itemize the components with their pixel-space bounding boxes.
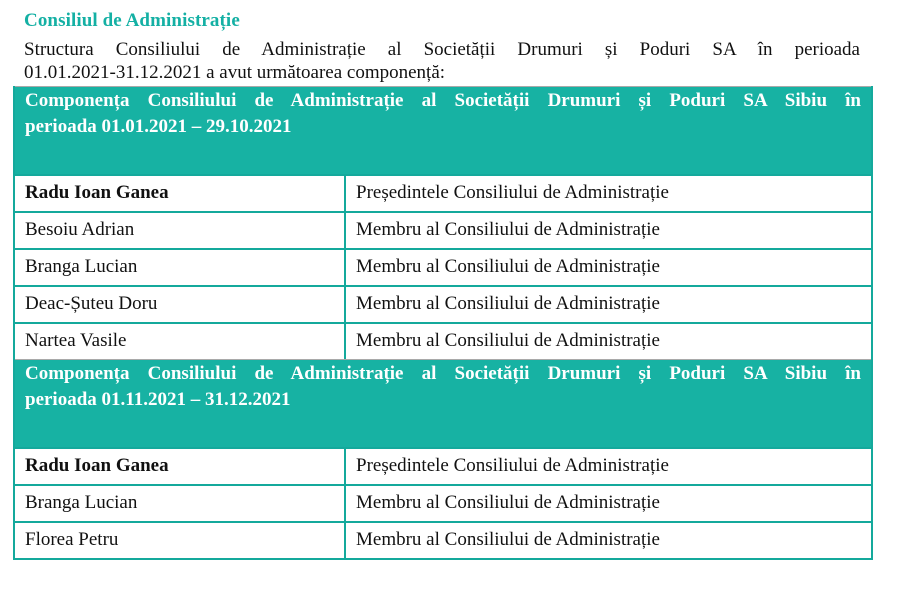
period-title-line-2: perioada 01.01.2021 – 29.10.2021 [25,116,292,137]
member-name: Nartea Vasile [15,324,346,359]
member-role: Membru al Consiliului de Administrație [356,492,660,513]
table-row [15,322,871,359]
table-row [15,174,871,211]
section-heading: Consiliul de Administrație [24,10,240,31]
period-title-line-2: perioada 01.11.2021 – 31.12.2021 [25,389,291,410]
member-name: Branga Lucian [15,486,346,521]
table-row [15,211,871,248]
period-header [15,359,871,447]
member-name: Radu Ioan Ganea [15,176,346,211]
member-role: Președintele Consiliului de Administrație [356,182,669,203]
table-row [15,484,871,521]
table-row [15,248,871,285]
intro-line-2: 01.01.2021-31.12.2021 a avut următoarea componență: [24,62,446,83]
period-title-line-1: Componența Consiliului de Administrație al Societății Drumuri și Poduri SA Sibiu în [25,363,861,384]
member-name: Branga Lucian [15,250,346,285]
period-title-line-1: Componența Consiliului de Administrație al Societății Drumuri și Poduri SA Sibiu în [25,90,861,111]
table-row [15,285,871,322]
member-role: Membru al Consiliului de Administrație [356,529,660,550]
member-role: Membru al Consiliului de Administrație [356,330,660,351]
board-composition-table [13,86,873,560]
intro-paragraph [24,38,860,84]
member-role: Membru al Consiliului de Administrație [356,256,660,277]
member-name: Deac-Șuteu Doru [15,287,346,322]
member-name: Florea Petru [15,523,346,558]
member-name: Besoiu Adrian [15,213,346,248]
period-header [15,86,871,174]
member-role: Membru al Consiliului de Administrație [356,219,660,240]
member-name: Radu Ioan Ganea [15,449,346,484]
member-role: Membru al Consiliului de Administrație [356,293,660,314]
table-row [15,447,871,484]
member-role: Președintele Consiliului de Administrație [356,455,669,476]
intro-line-1: Structura Consiliului de Administrație al Societății Drumuri și Poduri SA în perioada [24,39,860,60]
table-row [15,521,871,558]
